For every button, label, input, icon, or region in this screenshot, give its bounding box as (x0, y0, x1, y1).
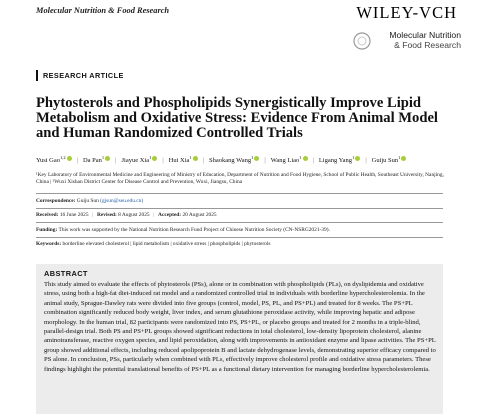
author-name[interactable]: Da Pan$^1$ (83, 156, 110, 165)
correspondence-label: Correspondence: (36, 198, 76, 204)
orcid-icon[interactable] (303, 156, 308, 161)
received-label: Received: (36, 212, 59, 218)
divider (36, 193, 443, 194)
journal-logo-line2: & Food Research (394, 40, 461, 50)
orcid-icon[interactable] (254, 156, 259, 161)
correspondence-email-link[interactable]: (gjsun@seu.edu.cn) (100, 198, 144, 204)
author-name[interactable]: Yusi Gao$^{1,2}$ (36, 156, 72, 165)
journal-logo-mark-icon (351, 28, 373, 52)
keywords-label: Keywords: (36, 241, 62, 247)
accepted-date: 20 August 2025 (182, 212, 217, 218)
author-separator: | (202, 157, 204, 164)
article-type-label: RESEARCH ARTICLE (36, 70, 124, 81)
received-date: 16 June 2025 (59, 212, 89, 218)
author-separator: | (264, 157, 266, 164)
abstract-text: This study aimed to evaluate the effects of phytosterols (PSs), alone or in combination with phospholipids (PLs), on dyslipidemia and oxidative stress, using both a high-fat diet-induced rat model and a randomized controlled trial in individuals with borderline hypercholesterolemia. In the animal study, Sprague-Dawley rats were divided into five groups (control, model, PS, PL, and PS+PL) and treated for 8 weeks. The PS+PL combination significantly reduced body weight, liver index, and serum glutathione peroxidase activity, while improving hepatic and adipose morphology. In the human trial, 82 participants were randomized into PS, PS+PL, or placebo groups and treated for 2 months in a triple-blind, parallel-design trial. Both PS and PS+PL groups showed significant reductions in total cholesterol, low-density lipoprotein cholesterol, alanine aminotransferase, reactive oxygen species, and lipid peroxidation, along with improvements in antioxidant enzyme and lipase activities. The PS+PL group showed additional effects, including reduced apolipoprotein B and lactate dehydrogenase levels, demonstrating superior efficacy compared to PS alone. In conclusion, PSs, particularly when combined with PLs, effectively improve cholesterol profile and oxidative stress parameters. These findings highlight the potential translational benefits of PS+PL as a functional dietary intervention for managing borderline hypercholesterolemia. (44, 281, 436, 373)
abstract-panel (36, 264, 443, 414)
keywords-text: borderline elevated cholesterol | lipid metabolism | oxidative stress | phospholipids | phytosterols (62, 241, 271, 247)
funding-text: This work was supported by the National Nutrition Research Fund Project of Chinese Nutrition Society (CN-NSRG2021-39). (58, 227, 330, 233)
author-name[interactable]: Shaokang Wang$^1$ (209, 156, 259, 165)
article-title: Phytosterols and Phospholipids Synergistically Improve Lipid Metabolism and Oxidative Stress: Evidence From Animal Model and Human Randomized Controlled Trials (36, 95, 438, 142)
revised-label: Revised: (97, 212, 117, 218)
funding-line (36, 227, 456, 234)
journal-name: Molecular Nutrition & Food Research (36, 6, 170, 15)
funding-label: Funding: (36, 227, 58, 233)
abstract-heading: ABSTRACT (44, 269, 88, 278)
publisher-logo[interactable]: WILEY-VCH (356, 3, 457, 22)
orcid-icon[interactable] (355, 156, 360, 161)
author-name[interactable]: Jiayue Xia$^1$ (121, 156, 157, 165)
correspondence-line (36, 198, 456, 205)
orcid-icon[interactable] (152, 156, 157, 161)
orcid-icon[interactable] (67, 156, 72, 161)
author-separator: | (162, 157, 164, 164)
author-separator: | (115, 157, 117, 164)
keywords-line (36, 241, 456, 248)
orcid-icon[interactable] (193, 156, 198, 161)
author-separator: | (76, 157, 78, 164)
correspondence-name: Guiju Sun (76, 198, 99, 204)
orcid-icon[interactable] (401, 156, 406, 161)
author-name[interactable]: Hui Xia$^1$ (169, 156, 198, 165)
author-separator: | (365, 157, 367, 164)
journal-logo[interactable] (345, 28, 461, 54)
author-name[interactable]: Guiju Sun$^1$ (372, 156, 407, 165)
divider (36, 237, 443, 238)
orcid-icon[interactable] (105, 156, 110, 161)
author-name[interactable]: Ligang Yang$^1$ (319, 156, 360, 165)
affiliations: ¹Key Laboratory of Environmental Medicine and Engineering of Ministry of Education, Department of Nutrition and Food Hygiene, School of Public Health, Southeast University, Nanjing, China | ²Wuxi Xishan District Center for Disease Control and Prevention, Wuxi, Jiangsu, China (36, 172, 444, 186)
divider (36, 208, 443, 209)
author-name[interactable]: Wang Liao$^1$ (271, 156, 308, 165)
author-list (36, 156, 456, 165)
revised-date: 8 August 2025 (118, 212, 150, 218)
author-separator: | (312, 157, 314, 164)
dates-line: Received: 16 June 2025 | Revised: 8 August 2025 | Accepted: 20 August 2025 (36, 212, 217, 218)
journal-logo-line1: Molecular Nutrition (389, 30, 461, 40)
accepted-label: Accepted: (158, 212, 182, 218)
divider (36, 222, 443, 223)
